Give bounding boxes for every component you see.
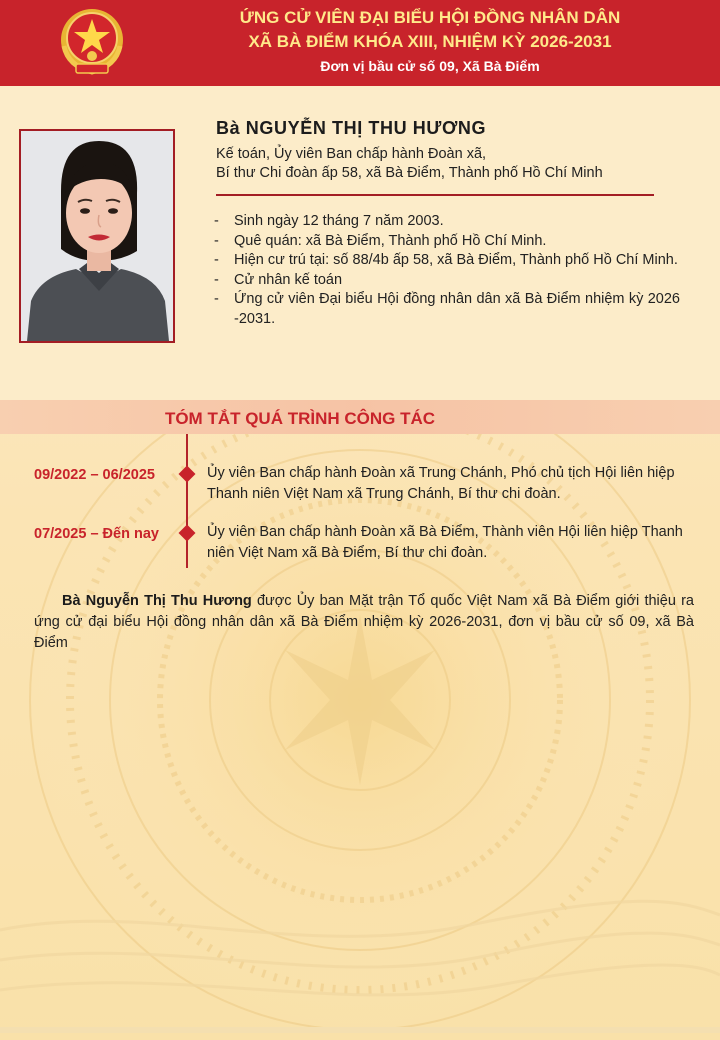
detail-text: Cử nhân kế toán <box>234 271 343 288</box>
header-title-line1: ỨNG CỬ VIÊN ĐẠI BIỂU HỘI ĐỒNG NHÂN DÂN <box>239 8 621 27</box>
divider-line <box>216 194 654 196</box>
bullet-dash: - <box>214 213 219 229</box>
bullet-dash: - <box>214 271 219 288</box>
candidate-position-line2: Bí thư Chi đoàn ấp 58, xã Bà Điểm, Thành phố Hồ Chí Minh <box>216 165 603 181</box>
timeline-date: 09/2022 – 06/2025 <box>34 467 155 483</box>
detail-text: Ứng cử viên Đại biểu Hội đồng nhân dân xã Bà Điểm nhiệm kỳ 2026 -2031. <box>234 291 680 327</box>
section-title: TÓM TẮT QUÁ TRÌNH CÔNG TÁC <box>164 409 436 428</box>
detail-hometown <box>214 232 680 252</box>
national-emblem-icon <box>56 6 128 80</box>
detail-degree <box>214 271 680 291</box>
bullet-dash: - <box>214 252 219 268</box>
timeline-line <box>186 434 188 568</box>
bullet-dash: - <box>214 291 219 307</box>
summary-text: được Ủy ban Mặt trận Tổ quốc Việt Nam xã Bà Điểm giới thiệu ra ứng cử đại biểu Hội đồng nhân dân xã Bà Điểm nhiệm kỳ 2026-2031, đơn vị bầu cử số 09, xã Bà Điểm <box>34 593 694 651</box>
summary-candidate-name: Bà Nguyễn Thị Thu Hương <box>62 593 252 609</box>
detail-candidacy <box>214 290 680 329</box>
nomination-summary <box>34 591 694 654</box>
candidate-photo <box>19 129 175 343</box>
header-subtitle: Đơn vị bầu cử số 09, Xã Bà Điểm <box>320 58 540 74</box>
candidate-position-line1: Kế toán, Ủy viên Ban chấp hành Đoàn xã, <box>216 146 487 162</box>
detail-text: Sinh ngày 12 tháng 7 năm 2003. <box>234 213 444 229</box>
candidate-name: Bà NGUYỄN THỊ THU HƯƠNG <box>216 118 487 138</box>
timeline-date: 07/2025 – Đến nay <box>34 526 159 542</box>
timeline-description: Ủy viên Ban chấp hành Đoàn xã Trung Chánh, Phó chủ tịch Hội liên hiệp Thanh niên Việt Nam xã Trung Chánh, Bí thư chi đoàn. <box>207 465 675 502</box>
header-title-line2: XÃ BÀ ĐIỂM KHÓA XIII, NHIỆM KỲ 2026-2031 <box>248 32 612 51</box>
bullet-dash: - <box>214 232 219 249</box>
timeline-description: Ủy viên Ban chấp hành Đoàn xã Bà Điểm, Thành viên Hội liên hiệp Thanh niên Việt Nam xã Bà Điểm, Bí thư chi đoàn. <box>207 524 683 561</box>
candidate-details-list <box>214 212 680 329</box>
detail-birth <box>214 212 680 232</box>
detail-text: Hiện cư trú tại: số 88/4b ấp 58, xã Bà Điểm, Thành phố Hồ Chí Minh. <box>234 252 678 268</box>
detail-text: Quê quán: xã Bà Điểm, Thành phố Hồ Chí Minh. <box>234 232 547 249</box>
detail-residence <box>214 251 680 271</box>
